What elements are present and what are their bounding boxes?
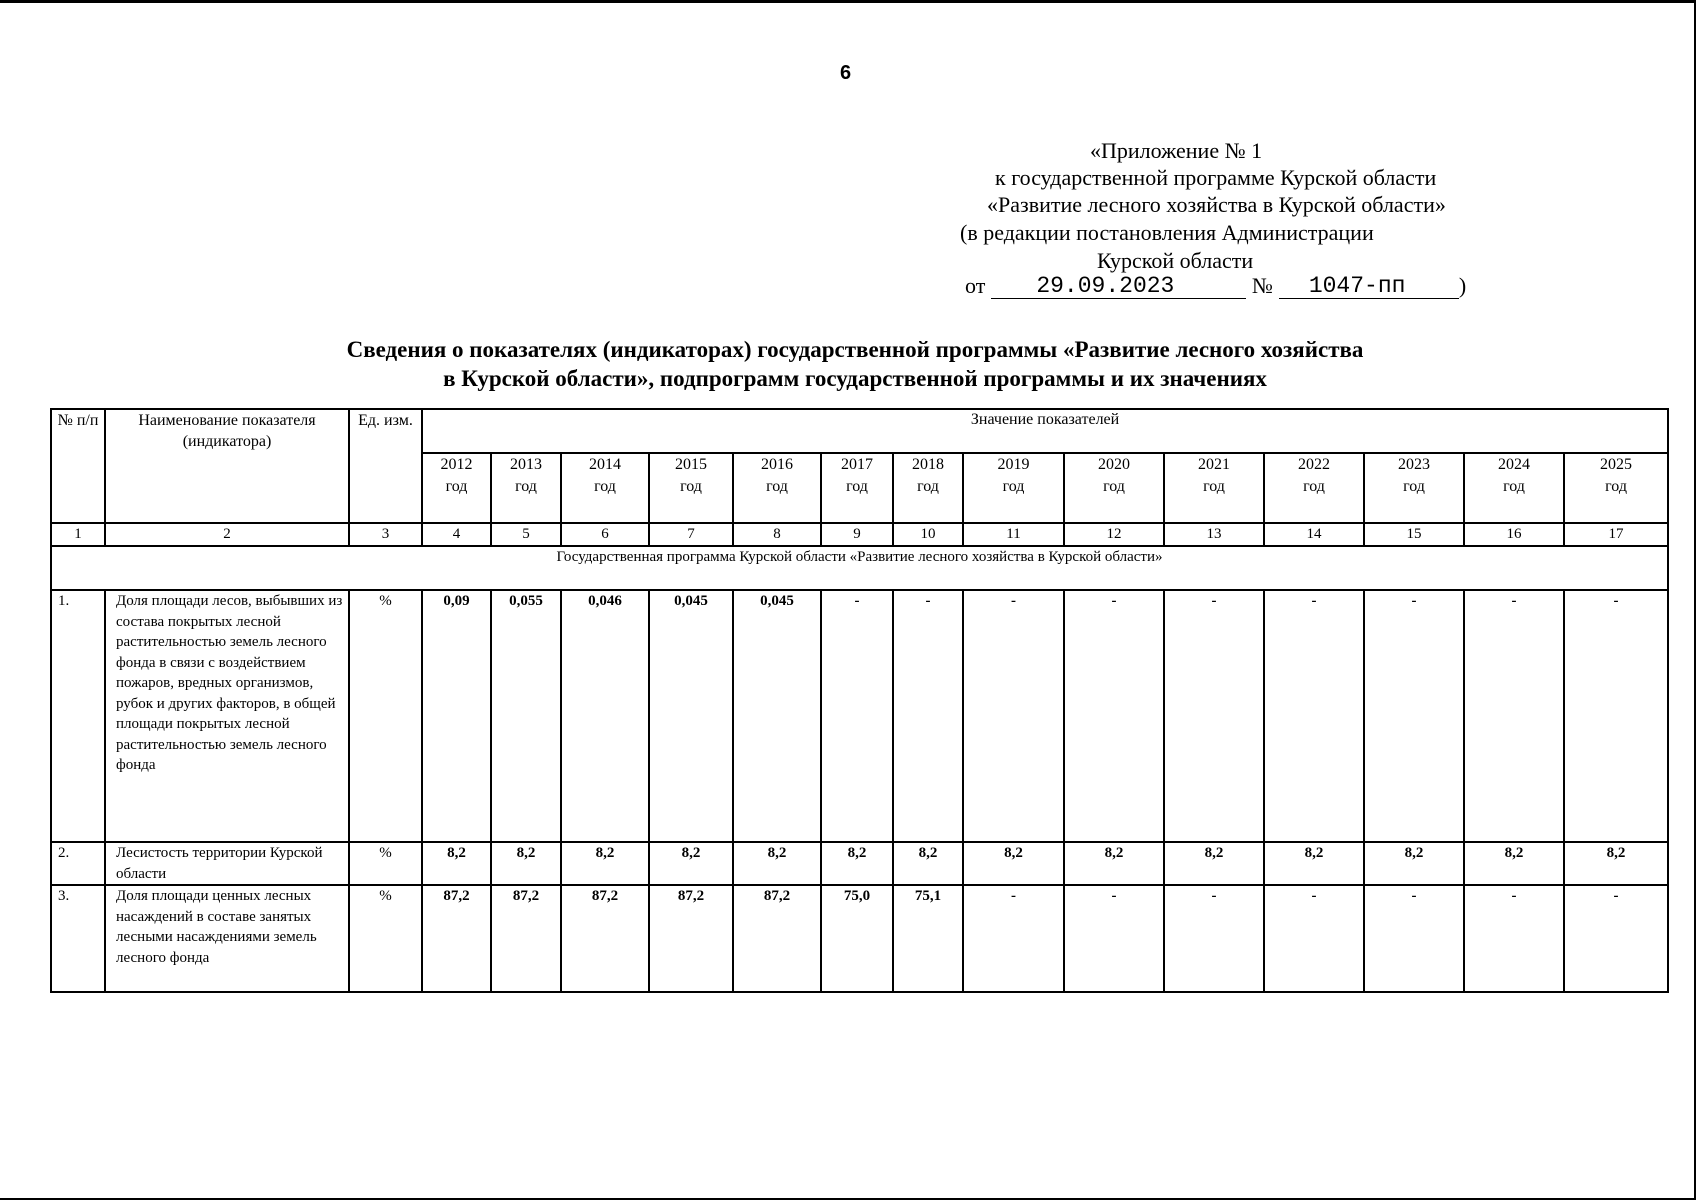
column-index: 9 — [821, 523, 893, 546]
appendix-line-2: к государственной программе Курской области — [995, 165, 1437, 190]
year-header — [561, 453, 649, 523]
year-header — [1164, 453, 1264, 523]
year-number: 2024 — [1498, 456, 1530, 473]
year-suffix: год — [917, 478, 939, 495]
year-header — [422, 453, 491, 523]
row-number: 3. — [51, 885, 105, 992]
indicator-value: 0,055 — [491, 590, 561, 842]
year-number: 2019 — [997, 456, 1030, 473]
indicator-name: Доля площади ценных лесных насаждений в составе занятых лесными насаждениями земель лесного фонда — [105, 885, 349, 992]
indicator-value: 8,2 — [422, 842, 491, 885]
appendix-date-line — [965, 273, 1466, 299]
indicator-value: - — [821, 590, 893, 842]
resolution-number: 1047-пп — [1279, 274, 1459, 299]
year-header — [733, 453, 821, 523]
indicator-name: Доля площади лесов, выбывших из состава покрытых лесной растительностью земель лесного фонда в связи с воздействием пожаров, вредных организмов, рубок и других факторов, в общей площади покрытых лесной растительностью земель лесного фонда — [105, 590, 349, 842]
indicator-value: - — [963, 885, 1064, 992]
closing-paren: ) — [1458, 273, 1467, 298]
year-suffix: год — [680, 478, 702, 495]
year-suffix: год — [445, 478, 468, 495]
year-header — [1564, 453, 1668, 523]
indicator-value: 75,0 — [821, 885, 893, 992]
column-index: 7 — [649, 523, 733, 546]
column-index: 3 — [349, 523, 422, 546]
year-suffix: год — [515, 478, 537, 495]
year-number: 2013 — [510, 456, 542, 473]
row-number: 2. — [51, 842, 105, 885]
indicator-value: 8,2 — [821, 842, 893, 885]
year-number: 2018 — [912, 456, 944, 473]
indicator-value: 8,2 — [1364, 842, 1464, 885]
year-header — [649, 453, 733, 523]
indicator-value: 8,2 — [1564, 842, 1668, 885]
year-number: 2015 — [675, 456, 707, 473]
document-title-line-1: Сведения о показателях (индикаторах) государственной программы «Развитие лесного хозяйства — [346, 337, 1364, 362]
year-header — [491, 453, 561, 523]
year-header — [1464, 453, 1564, 523]
indicator-value: 8,2 — [1264, 842, 1364, 885]
indicator-value: 8,2 — [733, 842, 821, 885]
column-index: 4 — [422, 523, 491, 546]
column-index: 17 — [1564, 523, 1668, 546]
year-number: 2022 — [1298, 456, 1330, 473]
column-index: 5 — [491, 523, 561, 546]
indicator-value: 8,2 — [561, 842, 649, 885]
indicator-unit: % — [349, 842, 422, 885]
year-number: 2025 — [1600, 456, 1633, 473]
year-number: 2023 — [1398, 456, 1430, 473]
indicator-value: 0,046 — [561, 590, 649, 842]
header-values: Значение показателей — [422, 409, 1668, 453]
indicator-value: 8,2 — [893, 842, 963, 885]
indicators-table — [50, 408, 1669, 993]
header-unit: Ед. изм. — [349, 409, 422, 523]
from-label: от — [965, 273, 986, 298]
year-suffix: год — [1002, 478, 1025, 495]
year-suffix: год — [1605, 478, 1627, 495]
year-header — [1264, 453, 1364, 523]
indicator-value: 87,2 — [649, 885, 733, 992]
year-suffix: год — [766, 478, 788, 495]
column-index: 16 — [1464, 523, 1564, 546]
indicator-value: 8,2 — [649, 842, 733, 885]
section-row — [51, 546, 1668, 590]
indicator-value: 75,1 — [893, 885, 963, 992]
year-suffix: год — [594, 478, 616, 495]
column-index: 14 — [1264, 523, 1364, 546]
year-suffix: год — [1303, 478, 1325, 495]
year-header — [821, 453, 893, 523]
indicator-value: - — [1364, 885, 1464, 992]
table-header-row — [51, 409, 1668, 453]
indicator-value: - — [1264, 885, 1364, 992]
year-number: 2016 — [761, 456, 793, 473]
indicator-value: 0,09 — [422, 590, 491, 842]
indicator-value: - — [1164, 885, 1264, 992]
year-header — [1364, 453, 1464, 523]
indicator-value: - — [1164, 590, 1264, 842]
table-row — [51, 590, 1668, 842]
table-body — [51, 590, 1668, 992]
indicator-value: - — [1464, 590, 1564, 842]
year-suffix: год — [1503, 478, 1525, 495]
indicator-value: 8,2 — [1164, 842, 1264, 885]
indicator-value: - — [893, 590, 963, 842]
column-index: 6 — [561, 523, 649, 546]
column-index: 12 — [1064, 523, 1164, 546]
column-index: 13 — [1164, 523, 1264, 546]
year-number: 2014 — [589, 456, 621, 473]
year-number: 2012 — [440, 456, 473, 473]
row-number: 1. — [51, 590, 105, 842]
appendix-line-1: «Приложение № 1 — [1090, 138, 1263, 163]
indicator-value: 0,045 — [733, 590, 821, 842]
column-index: 8 — [733, 523, 821, 546]
year-number: 2021 — [1198, 456, 1230, 473]
indicator-name: Лесистость территории Курской области — [105, 842, 349, 885]
indicator-value: 87,2 — [733, 885, 821, 992]
indicator-value: 0,045 — [649, 590, 733, 842]
table-row — [51, 842, 1668, 885]
year-header — [963, 453, 1064, 523]
indicator-value: - — [1064, 590, 1164, 842]
year-header — [1064, 453, 1164, 523]
resolution-date: 29.09.2023 — [991, 274, 1246, 299]
year-number: 2017 — [841, 456, 873, 473]
column-index-row — [51, 523, 1668, 546]
indicator-value: 8,2 — [963, 842, 1064, 885]
indicator-value: - — [1564, 590, 1668, 842]
page-frame-top — [0, 0, 1696, 3]
year-header — [893, 453, 963, 523]
indicator-unit: % — [349, 590, 422, 842]
indicator-value: 8,2 — [1064, 842, 1164, 885]
indicator-unit: % — [349, 885, 422, 992]
appendix-line-5: Курской области — [1097, 248, 1254, 273]
year-suffix: год — [1103, 478, 1125, 495]
column-index: 10 — [893, 523, 963, 546]
indicator-value: 8,2 — [491, 842, 561, 885]
column-index: 1 — [51, 523, 105, 546]
header-no: № п/п — [51, 409, 105, 523]
year-suffix: год — [846, 478, 868, 495]
indicator-value: - — [1564, 885, 1668, 992]
appendix-line-4: (в редакции постановления Администрации — [960, 220, 1374, 245]
appendix-line-3: «Развитие лесного хозяйства в Курской области» — [987, 192, 1446, 217]
column-index: 11 — [963, 523, 1064, 546]
indicator-value: - — [1264, 590, 1364, 842]
year-suffix: год — [1403, 478, 1425, 495]
year-suffix: год — [1203, 478, 1225, 495]
year-number: 2020 — [1098, 456, 1130, 473]
indicator-value: 87,2 — [561, 885, 649, 992]
column-index: 2 — [105, 523, 349, 546]
indicator-value: 8,2 — [1464, 842, 1564, 885]
table-row — [51, 885, 1668, 992]
document-title-line-2: в Курской области», подпрограмм государственной программы и их значениях — [443, 366, 1267, 391]
number-label: № — [1251, 273, 1273, 298]
header-name: Наименование показателя (индикатора) — [105, 409, 349, 523]
indicator-value: - — [1364, 590, 1464, 842]
column-index: 15 — [1364, 523, 1464, 546]
section-title: Государственная программа Курской области «Развитие лесного хозяйства в Курской области» — [51, 546, 1668, 590]
indicator-value: - — [1464, 885, 1564, 992]
indicator-value: - — [1064, 885, 1164, 992]
indicator-value: 87,2 — [491, 885, 561, 992]
indicator-value: 87,2 — [422, 885, 491, 992]
page-number: 6 — [840, 62, 852, 84]
indicator-value: - — [963, 590, 1064, 842]
